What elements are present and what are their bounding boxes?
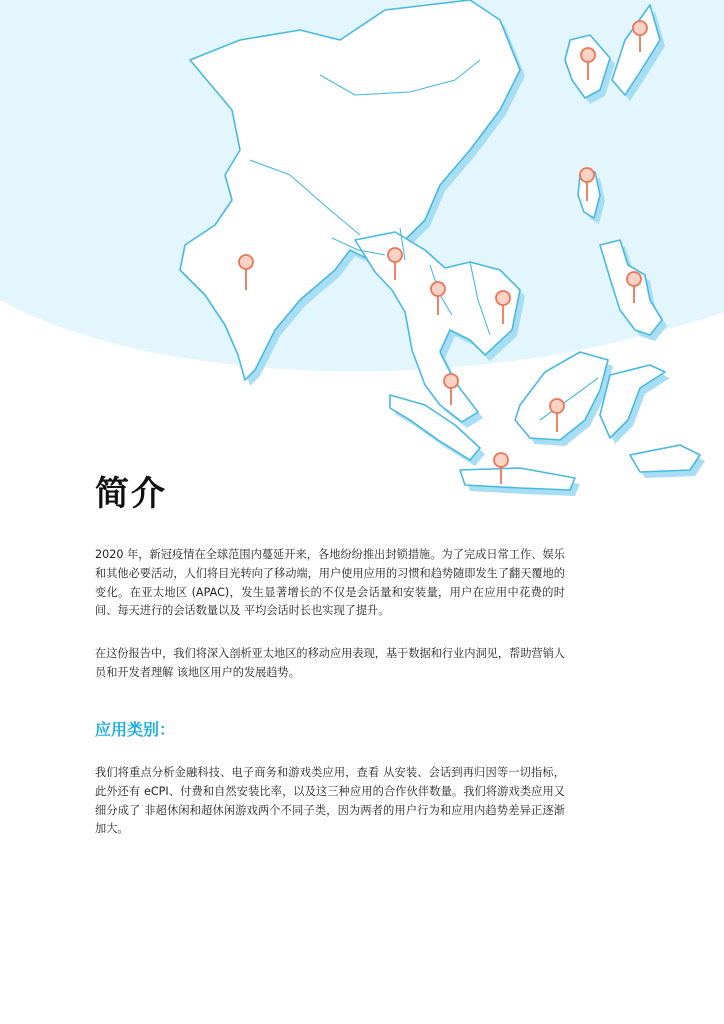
region-lesser-sunda <box>630 445 700 472</box>
region-borneo <box>515 352 608 440</box>
categories-paragraph: 我们将重点分析金融科技、电子商务和游戏类应用，查看 从安装、会话到再归因等一切指标，此外还有 eCPI、付费和自然安装比率，以及这三种应用的合作伙伴数量。我们将游戏类应用又细分成了 非超休闲和超休闲游戏两个不同子类，因为两者的用户行为和应用内趋势差异正逐渐加大。 <box>95 766 565 836</box>
asia-pacific-map <box>0 0 724 500</box>
page-title: 简介 <box>95 474 167 514</box>
intro-paragraph-2: 在这份报告中，我们将深入剖析亚太地区的移动应用表现，基于数据和行业内洞见，帮助营销人员和开发者理解 该地区用户的发展趋势。 <box>95 647 565 679</box>
section-heading-categories: 应用类别： <box>95 720 176 739</box>
region-sulawesi <box>600 365 665 438</box>
intro-paragraph-1: 2020 年，新冠疫情在全球范围内蔓延开来，各地纷纷推出封锁措施。为了完成日常工作、娱乐和其他必要活动，人们将目光转向了移动端，用户使用应用的习惯和趋势随即发生了翻天覆地的变化。在亚太地区 (APAC)，发生显著增长的不仅是会话量和安装量，用户在应用中花费的时间、每天进行的会话数量以及 平均会话时长也实现了提升。 <box>95 548 565 618</box>
